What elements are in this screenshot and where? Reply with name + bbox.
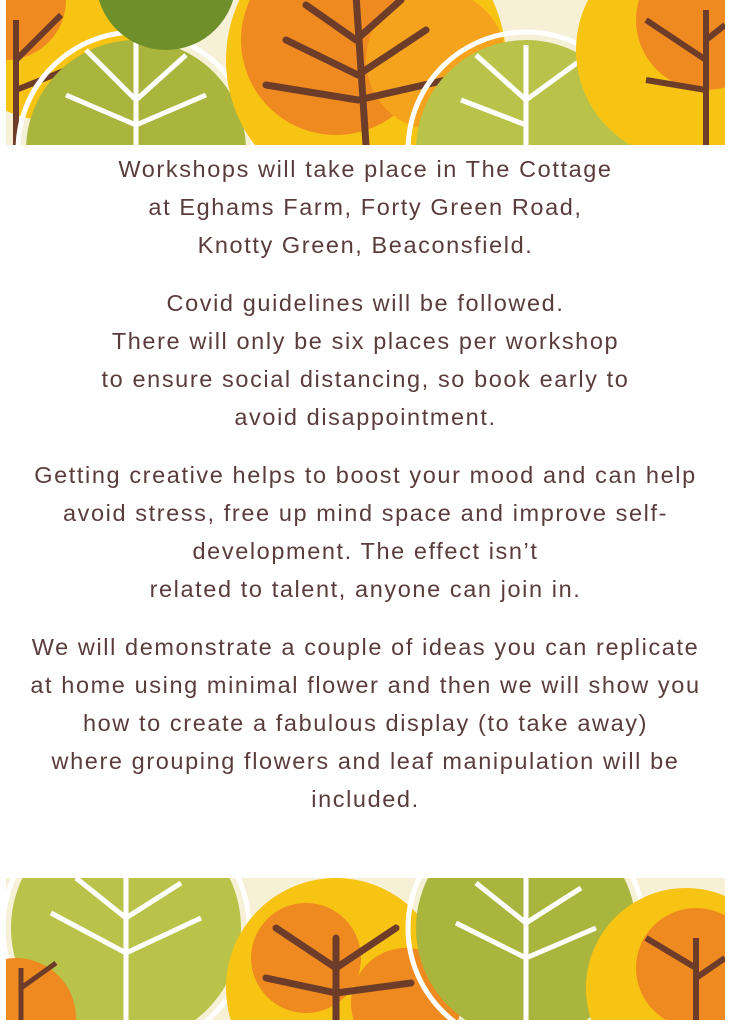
text-line: avoid stress, free up mind space and improve self- — [62, 500, 669, 526]
text-line: included. — [311, 786, 420, 812]
text-line: to ensure social distancing, so book early to — [101, 366, 630, 392]
text-line: related to talent, anyone can join in. — [149, 576, 582, 602]
bottom-autumn-trees-banner — [6, 878, 725, 1020]
covid-paragraph — [0, 284, 731, 436]
text-line: Getting creative helps to boost your mood and can help — [34, 462, 697, 488]
text-line: avoid disappointment. — [234, 404, 497, 430]
text-line: at home using minimal flower and then we will show you — [30, 672, 701, 698]
text-line: There will only be six places per workshop — [111, 328, 620, 354]
text-line: at Eghams Farm, Forty Green Road, — [148, 194, 583, 220]
benefits-paragraph — [0, 456, 731, 608]
text-line: how to create a fabulous display (to take away) — [82, 710, 649, 736]
workshop-info — [0, 150, 731, 818]
demonstration-paragraph — [0, 628, 731, 818]
text-line: development. The effect isn’t — [192, 538, 539, 564]
location-paragraph — [0, 150, 731, 264]
text-line: We will demonstrate a couple of ideas you can replicate — [31, 634, 700, 660]
top-autumn-trees-banner — [6, 0, 725, 145]
text-line: Knotty Green, Beaconsfield. — [197, 232, 534, 258]
text-line: where grouping flowers and leaf manipulation will be — [51, 748, 680, 774]
text-line: Covid guidelines will be followed. — [166, 290, 565, 316]
text-line: Workshops will take place in The Cottage — [118, 156, 613, 182]
